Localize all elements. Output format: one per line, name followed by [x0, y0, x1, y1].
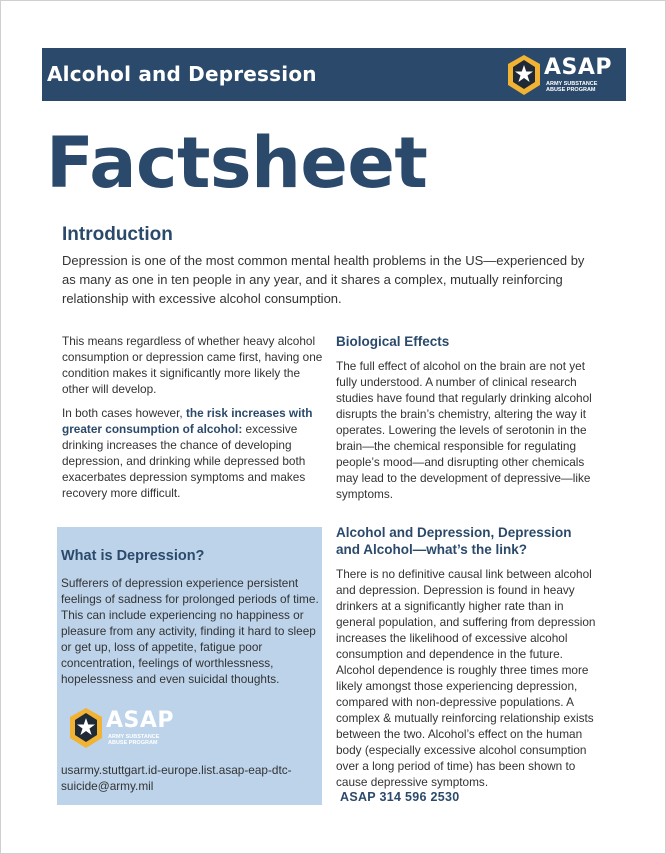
logo-subtitle-secondary-line-2: ABUSE PROGRAM — [108, 740, 158, 746]
intro-heading: Introduction — [62, 224, 173, 245]
logo-text: ASAP — [544, 55, 613, 80]
contact-email-link[interactable]: usarmy.stuttgart.id-europe.list.asap-eap-dtc-suicide@army.mil — [61, 763, 292, 793]
what-is-depression-box — [57, 527, 322, 805]
left-paragraph-2-prefix: In both cases however, — [62, 406, 186, 420]
left-paragraph-2 — [62, 405, 327, 501]
biological-effects-section — [336, 333, 598, 502]
asap-logo-secondary — [68, 707, 188, 751]
contact-phone: ASAP 314 596 2530 — [340, 790, 460, 804]
header-bar — [42, 48, 626, 101]
link-heading: Alcohol and Depression, Depression and Alcohol—what’s the link? — [336, 525, 572, 557]
biological-effects-text: The full effect of alcohol on the brain are not yet fully understood. A number of clinical research studies have found that regularly drinking alcohol disrupts the brain’s chemistry, altering the way it operates. Lowering the levels of serotonin in the brain—the chemical responsible for regulating people’s mood—and disrupting other chemicals may lead to the development of depressive—like symptoms. — [336, 359, 592, 501]
link-text: There is no definitive causal link between alcohol and depression. Depression is found in heavy drinkers at a significantly higher rate than in general population, and suffering from depression increases the likelihood of excessive alcohol consumption and dependence in the future. Alcohol dependence is roughly three times more likely amongst those experiencing depression, compared with non-depressive populations. A complex & mutually reinforcing relationship exists between the two. Alcohol’s effect on the human body (especially excessive alcohol consumption over a long period of time) has been shown to cause depressive symptoms. — [336, 567, 596, 789]
left-paragraph-1: This means regardless of whether heavy alcohol consumption or depression came first, having one condition makes it significantly more likely the other will develop. — [62, 334, 323, 396]
risk-emphasis: the risk increases with greater consumption of alcohol: — [62, 406, 313, 436]
asap-shield-star-icon — [68, 707, 104, 749]
logo-subtitle-secondary-line-1: ARMY SUBSTANCE — [108, 734, 160, 740]
header-title: Alcohol and Depression — [47, 62, 317, 86]
logo-subtitle — [546, 81, 618, 93]
logo-subtitle-secondary — [108, 734, 180, 746]
what-is-depression-heading: What is Depression? — [61, 548, 205, 564]
intro-text: Depression is one of the most common mental health problems in the US—experienced by as many as one in ten people in any year, and it shares a complex, mutually reinforcing relationship with excessive alcohol consumption. — [62, 253, 585, 306]
biological-effects-heading: Biological Effects — [336, 334, 450, 349]
what-is-depression-text: Sufferers of depression experience persistent feelings of sadness for prolonged periods of time. This can include experiencing no happiness or pleasure from any activity, finding it hard to sleep or get up, loss of appetite, fatigue poor concentration, feelings of worthlessness, hopelessness and even suicidal thoughts. — [61, 576, 319, 686]
left-paragraph-2-suffix: excessive drinking increases the chance of developing depression, and drinking while depressed both exacerbates depression symptoms and makes recovery more difficult. — [62, 422, 306, 500]
logo-subtitle-line-1: ARMY SUBSTANCE — [546, 81, 598, 87]
logo-text-secondary: ASAP — [106, 708, 175, 733]
logo-subtitle-line-2: ABUSE PROGRAM — [546, 87, 596, 93]
left-column — [62, 333, 327, 509]
link-section — [336, 524, 598, 790]
page-title: Factsheet — [46, 122, 428, 204]
asap-logo — [506, 54, 620, 96]
asap-shield-star-icon — [506, 54, 542, 96]
